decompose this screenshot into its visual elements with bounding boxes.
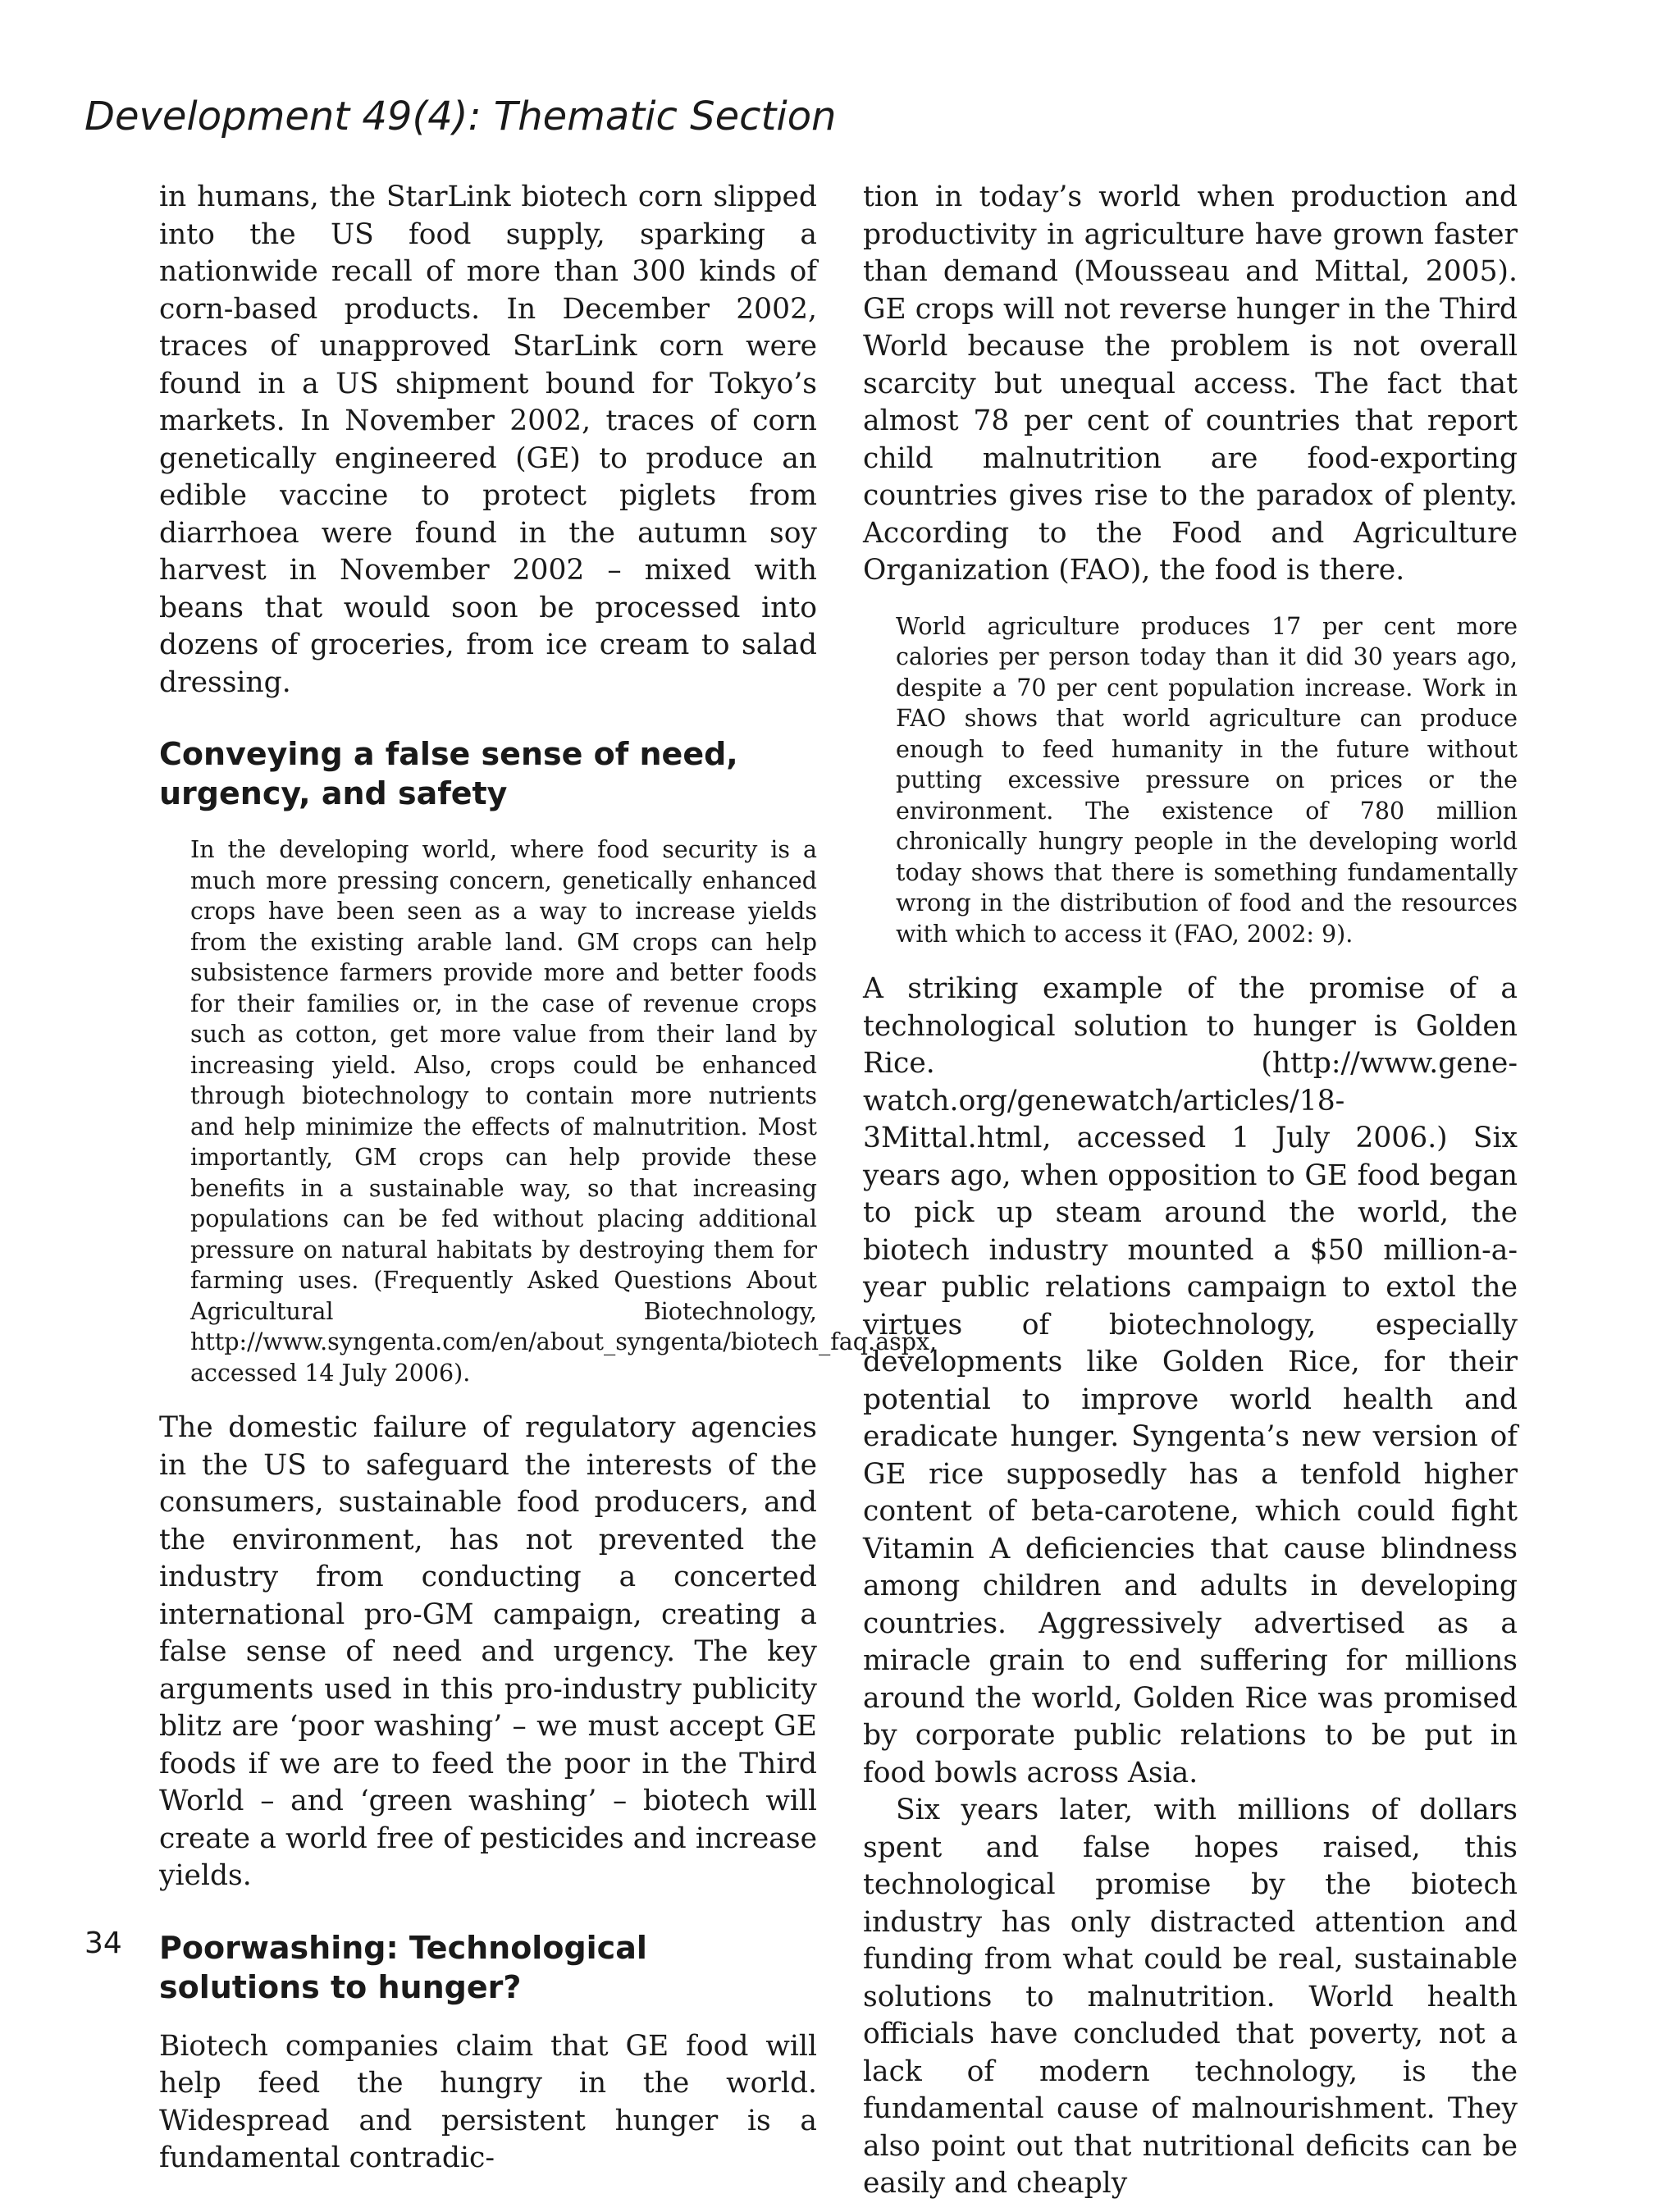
body-paragraph: The domestic failure of regulatory agencies in the US to safeguard the interests of the consumers, sustainable food producers, and the environment, has not prevented the industry from conducting a concerted international pro-GM campaign, creating a false sense of need and urgency. The key arguments used in this pro-industry publicity blitz are ‘poor washing’ – we must accept GE foods if we are to feed the poor in the Third World – and ‘green washing’ – biotech will create a world free of pesticides and increase yields. <box>159 1411 817 1892</box>
right-column <box>863 179 1518 2203</box>
block-quote: World agriculture produces 17 per cent more calories per person today than it did 30 years ago, despite a 70 per cent population increase. Work in FAO shows that world agriculture can produce enough to feed humanity in the future without putting excessive pressure on prices or the environment. The existence of 780 million chronically hungry people in the developing world today shows that there is something fundamentally wrong in the distribution of food and the resources with which to access it (FAO, 2002: 9). <box>896 612 1518 948</box>
body-paragraph: tion in today’s world when production and productivity in agriculture have grown faster than demand (Mousseau and Mittal, 2005). GE crops will not reverse hunger in the Third World because the problem is not overall scarcity but unequal access. The fact that almost 78 per cent of countries that report child malnutrition are food-exporting countries gives rise to the paradox of plenty. According to the Food and Agriculture Organization (FAO), the food is there. <box>863 181 1518 587</box>
section-heading: Conveying a false sense of need, urgency, and safety <box>159 736 738 811</box>
spacer <box>159 1388 817 1410</box>
body-paragraph: Six years later, with millions of dollars spent and false hopes raised, this technological promise by the biotech industry has only distracted attention and funding from what could be real, sustainable solutions to malnutrition. World health officials have concluded that poverty, not a lack of modern technology, is the fundamental cause of malnourishment. They also point out that nutritional deficits can be easily and cheaply <box>863 1794 1518 2200</box>
spacer <box>159 702 817 734</box>
body-paragraph: in humans, the StarLink biotech corn slipped into the US food supply, sparking a nationwide recall of more than 300 kinds of corn-based products. In December 2002, traces of unapproved StarLink corn were found in a US shipment bound for Tokyo’s markets. In November 2002, traces of corn genetically engineered (GE) to produce an edible vaccine to protect piglets from diarrhoea were found in the autumn soy harvest in November 2002 – mixed with beans that would soon be processed into dozens of groceries, from ice cream to salad dressing. <box>159 181 817 699</box>
page-number: 34 <box>84 1926 122 1960</box>
running-header: Development 49(4): Thematic Section <box>84 94 837 139</box>
spacer <box>159 2007 817 2028</box>
body-paragraph: A striking example of the promise of a technological solution to hunger is Golden Rice. (http://www.gene-watch.org/genewatch/articles/18-3Mittal.html, accessed 1 July 2006.) Six years ago, when opposition to GE food began to pick up steam around the world, the biotech industry mounted a $50 million-a-year public relations campaign to extol the virtues of biotechnology, especially developments like Golden Rice, for their potential to improve world health and eradicate hunger. Syngenta’s new version of GE rice supposedly has a tenfold higher content of beta-carotene, which could fight Vitamin A deficiencies that cause blindness among children and adults in developing countries. Aggressively advertised as a miracle grain to end suffering for millions around the world, Golden Rice was promised by corporate public relations to be put in food bowls across Asia. <box>863 972 1518 1789</box>
spacer <box>159 813 817 834</box>
spacer <box>159 1895 817 1928</box>
section-heading: Poorwashing: Technological solutions to hunger? <box>159 1929 647 2005</box>
spacer <box>863 949 1518 971</box>
block-quote: In the developing world, where food security is a much more pressing concern, genetically enhanced crops have been seen as a way to increase yields from the existing arable land. GM crops can help subsistence farmers provide more and better foods for their families or, in the case of revenue crops such as cotton, get more value from their land by increasing yield. Also, crops could be enhanced through biotechnology to contain more nutrients and help minimize the effects of malnutrition. Most importantly, GM crops can help provide these benefits in a sustainable way, so that increasing populations can be fed without placing additional pressure on natural habitats by destroying them for farming uses. (Frequently Asked Questions About Agricultural Biotechnology, http://www.syngenta.com/en/about_syngenta/biotech_faq.aspx, accessed 14 July 2006). <box>190 836 938 1387</box>
left-column <box>159 179 938 2178</box>
body-paragraph: Biotech companies claim that GE food will help feed the hungry in the world. Widespread and persistent hunger is a fundamental contradic- <box>159 2029 817 2174</box>
spacer <box>863 590 1518 611</box>
